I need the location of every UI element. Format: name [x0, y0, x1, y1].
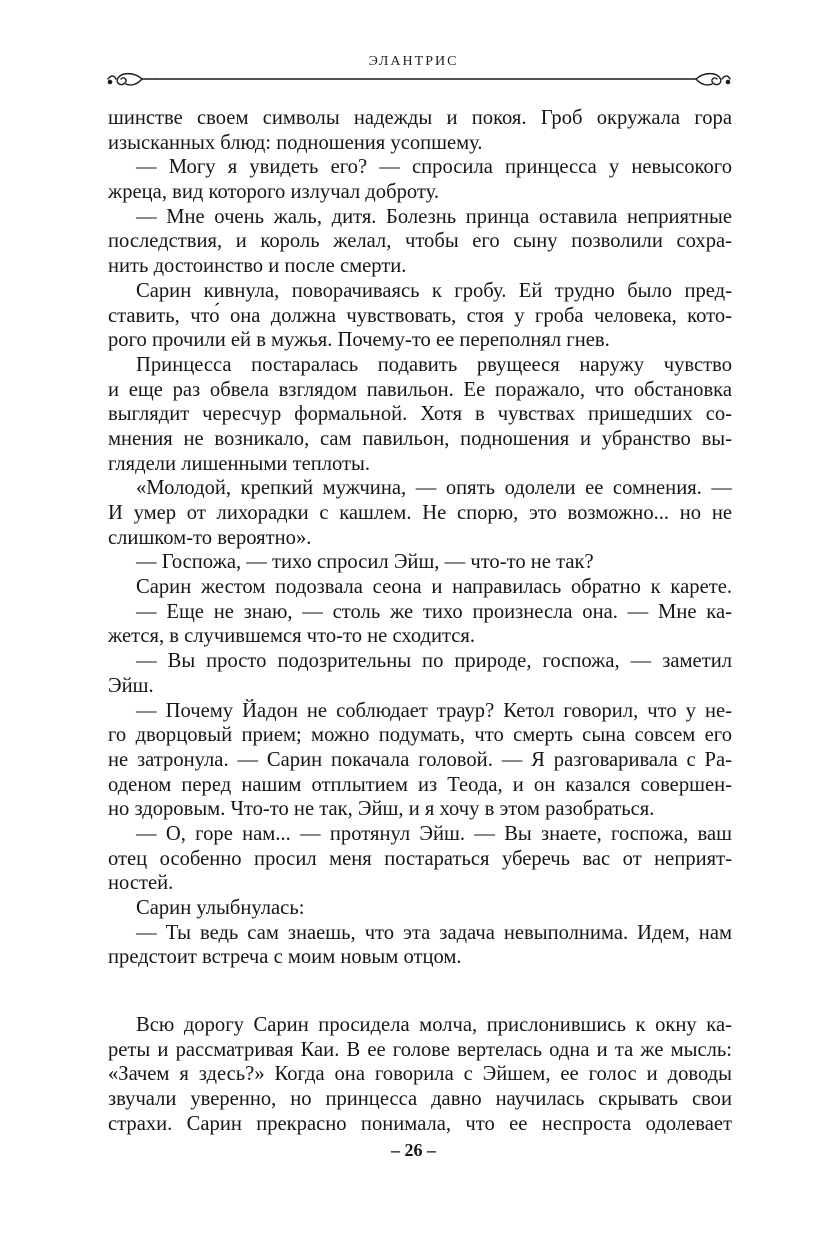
text-line: — Еще не знаю, — столь же тихо произнесла она. — Мне ка- — [136, 600, 732, 623]
text-line: изысканных блюд: подношения усопшему. — [108, 131, 483, 154]
text-line: Эйш. — [108, 674, 154, 697]
text-line: звучали уверенно, но принцесса давно научилась скрывать свои — [108, 1088, 732, 1111]
text-line: не затронула. — Сарин покачала головой. — Я разговаривала с Ра- — [108, 748, 732, 771]
text-line: ностей. — [108, 872, 174, 895]
text-line: — Госпожа, — тихо спросил Эйш, — что-то не так? — [136, 551, 594, 574]
text-line: — Почему Йадон не соблюдает траур? Кетол говорил, что у не- — [136, 699, 732, 722]
text-line: жреца, вид которого излучал доброту. — [108, 181, 439, 204]
text-line: нить достоинство и после смерти. — [108, 255, 407, 278]
text-line: — Могу я увидеть его? — спросила принцесса у невысокого — [136, 156, 732, 179]
text-line: Сарин кивнула, поворачиваясь к гробу. Ей трудно было пред- — [136, 279, 732, 302]
page-number: – 26 – — [391, 1140, 436, 1160]
text-line: отец особенно просил меня постараться уберечь вас от неприят- — [108, 847, 732, 870]
text-line: «Зачем я здесь?» Когда она говорила с Эйшем, ее голос и доводы — [108, 1063, 732, 1086]
text-line: и еще раз обвела взглядом павильон. Ее поражало, что обстановка — [108, 378, 732, 401]
text-line: слишком-то вероятно». — [108, 526, 312, 549]
text-line: но здоровым. Что-то не так, Эйш, и я хочу в этом разобраться. — [108, 798, 655, 821]
running-title: ЭЛАНТРИС — [368, 54, 459, 69]
text-line: рого прочили ей в мужья. Почему-то ее переполнял гнев. — [108, 329, 610, 352]
text-line: Сарин улыбнулась: — [136, 897, 305, 919]
text-line: глядели лишенными теплоты. — [108, 452, 371, 475]
text-line: шинстве своем символы надежды и покоя. Гроб окружала гора — [108, 107, 732, 129]
text-line: страхи. Сарин прекрасно понимала, что ее неспроста одолевает — [108, 1112, 732, 1135]
text-line: — О, горе нам... — протянул Эйш. — Вы знаете, госпожа, ваш — [136, 822, 732, 845]
text-line: реты и рассматривая Каи. В ее голове вертелась одна и та же мысль: — [108, 1038, 732, 1061]
header-ornament — [104, 68, 734, 90]
text-line: последствия, и король желал, чтобы его сыну позволили сохра- — [108, 230, 732, 253]
text-line: — Ты ведь сам знаешь, что эта задача невыполнима. Идем, нам — [136, 921, 732, 944]
text-line: Сарин жестом подозвала сеона и направилась обратно к карете. — [136, 576, 732, 599]
text-line: ставить, что́ она должна чувствовать, стоя у гроба человека, кото- — [108, 304, 732, 327]
text-line: — Мне очень жаль, дитя. Болезнь принца оставила неприятные — [136, 205, 732, 228]
text-line: Всю дорогу Сарин просидела молча, прислонившись к окну ка- — [136, 1014, 732, 1037]
section-break — [108, 970, 732, 1013]
text-line: мнения не возникало, сам павильон, подношения и убранство вы- — [108, 427, 732, 450]
text-line: «Молодой, крепкий мужчина, — опять одолели ее сомнения. — — [136, 477, 732, 500]
text-line: И умер от лихорадки с кашлем. Не спорю, это возможно... но не — [108, 502, 732, 524]
text-line: оденом перед нашим отплытием из Теода, и он казался совершен- — [108, 773, 732, 796]
body-text — [108, 106, 732, 1137]
text-line: выглядит чересчур формальной. Хотя в чувствах пришедших со- — [108, 403, 732, 426]
text-line: предстоит встреча с моим новым отцом. — [108, 946, 462, 969]
text-line: жется, в случившемся что-то не сходится. — [108, 625, 476, 648]
text-line: го дворцовый прием; можно подумать, что смерть сына совсем его — [108, 724, 732, 747]
text-line: — Вы просто подозрительны по природе, госпожа, — заметил — [136, 650, 732, 673]
text-line: Принцесса постаралась подавить рвущееся наружу чувство — [136, 353, 732, 376]
